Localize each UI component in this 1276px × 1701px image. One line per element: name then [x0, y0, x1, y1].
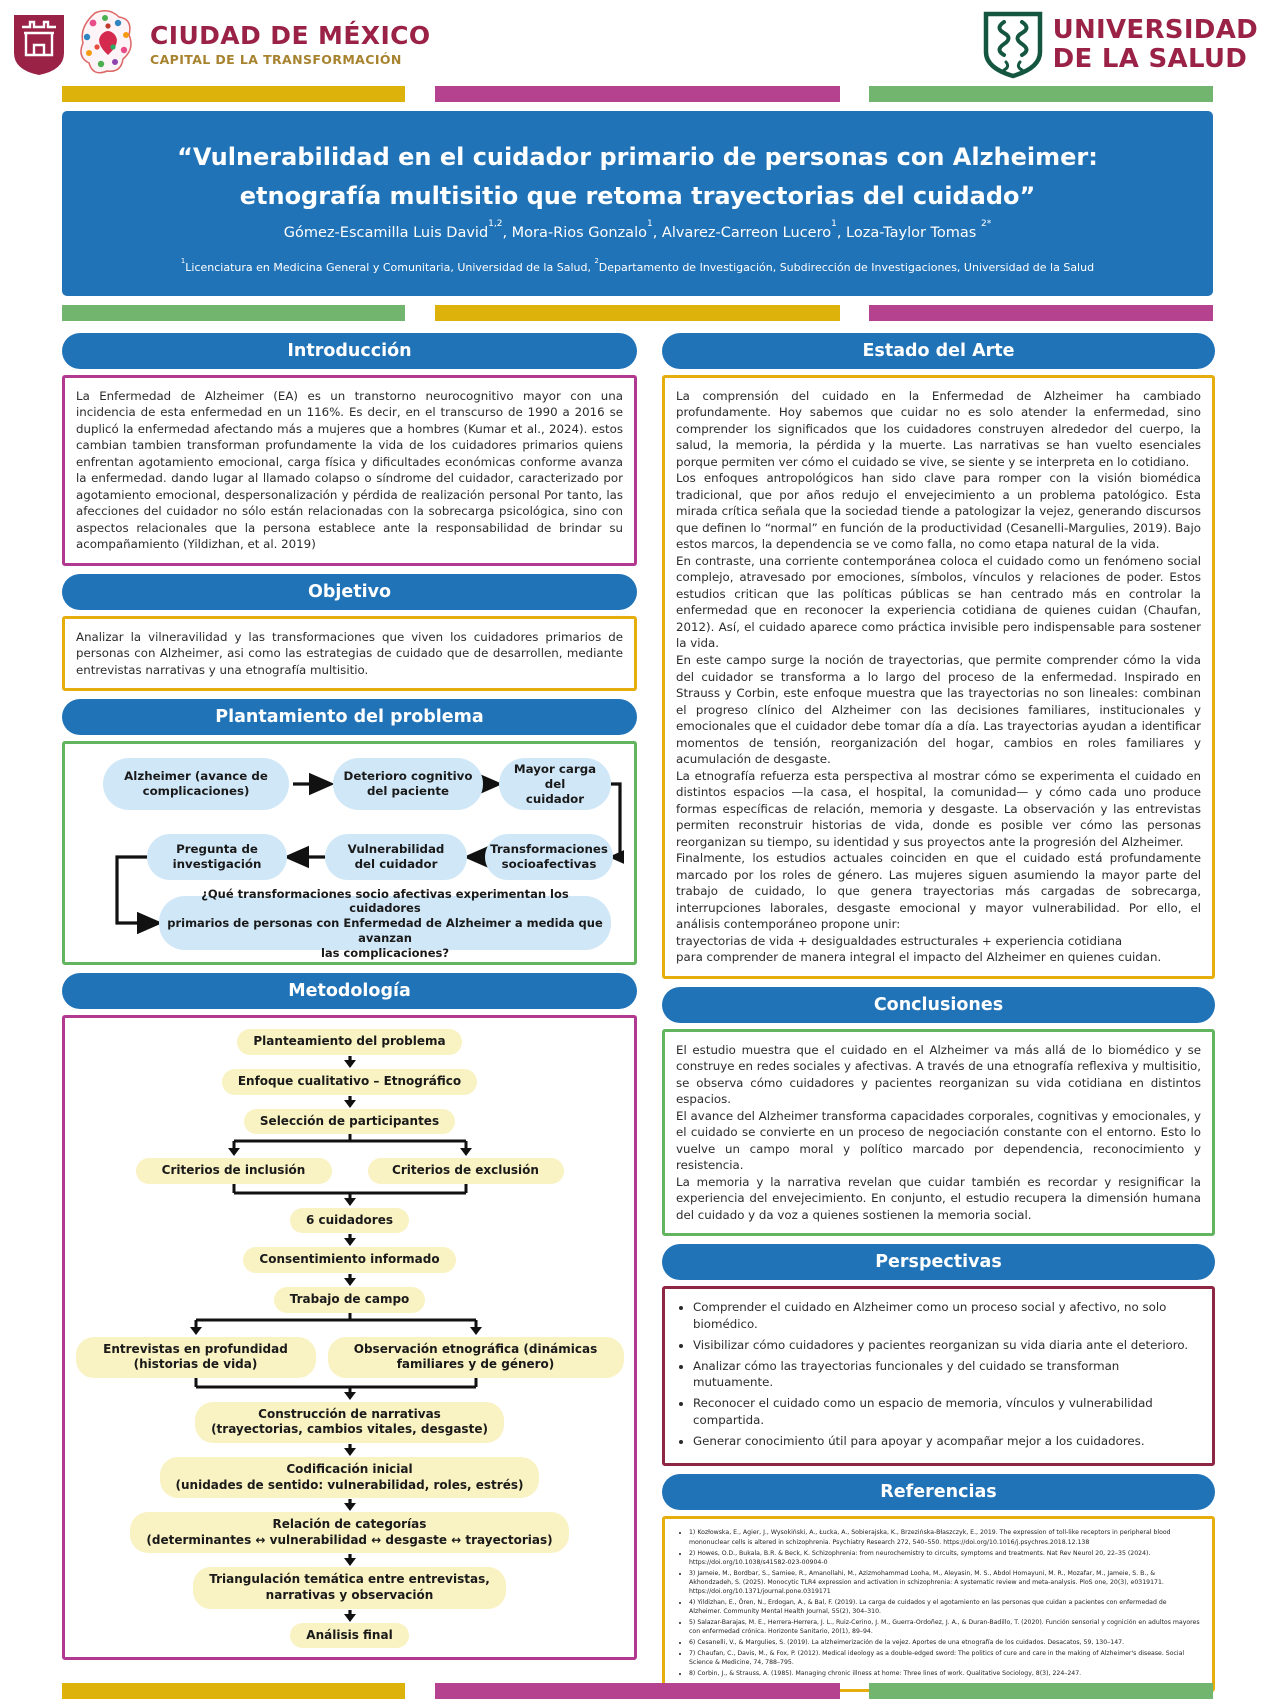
method-step: Consentimiento informado — [243, 1247, 455, 1273]
author-sup: 2* — [980, 219, 992, 230]
top-header — [0, 0, 1276, 86]
author-sup: 1 — [646, 219, 653, 230]
introduccion-box — [62, 375, 637, 566]
method-step: Planteamiento del problema — [237, 1029, 461, 1055]
method-step-exclusion: Criterios de exclusión — [368, 1158, 564, 1184]
unisalud-line2: DE LA SALUD — [1052, 44, 1248, 74]
method-step: Codificación inicial (unidades de sentido: vulnerabilidad, roles, estrés) — [160, 1457, 540, 1498]
merge-arrow — [76, 1378, 624, 1402]
referencias-box — [662, 1516, 1215, 1691]
section-conclusiones — [662, 987, 1215, 1237]
reference-item: • 8) Corbin, J., & Strauss, A. (1985). Managing chronic illness at home: Three lines of work. Qualitative Sociology, 8(3), 224–247. — [689, 1669, 1200, 1678]
flow-node-alzheimer: Alzheimer (avance de complicaciones) — [103, 758, 289, 810]
cdmx-brand — [12, 9, 431, 81]
author: , Loza-Taylor Tomas — [836, 224, 981, 241]
arrow-down-icon — [342, 1499, 358, 1511]
reference-item: • 2) Howes, O.D., Bukala, B.R. & Beck, K. Schizophrenia: from neurochemistry to circuits, symptoms and treatments. Nat Rev Neurol 20, 22–35 (2024). https://doi.org/10.1038/s41582-023-00904-0 — [689, 1549, 1200, 1568]
accent-bar-magenta — [869, 305, 1213, 321]
affiliation: Departamento de Investigación, Subdirección de Investigaciones, Universidad de la Salud — [598, 260, 1095, 274]
reference-item: • 7) Chaufan, C., Davis, M., & Fox, P. (2012). Medical ideology as a double-edged sword: The politics of cure and care in the making of Alzheimer's disease. Social Science & Medicine, 74, 788–795. — [689, 1649, 1200, 1668]
estado-paragraph: En este campo surge la noción de trayectorias, que permite comprender cómo la vida del cuidador se transforma a lo largo del proceso de la enfermedad. Inspirado en Strauss y Corbin, este enfoque muestra que las trayectorias no son lineales: combinan el progreso clínico del Alzheimer con las decisiones familiares, institucionales y emocionales que el cuidador debe tomar día a día. Las trayectorias ayudan a identificar momentos de tensión, reorganización del hogar, cambios en roles familiares y acumulación de desgaste. — [676, 653, 1201, 767]
arrow-down-icon — [342, 1554, 358, 1566]
arrow-down-icon — [342, 1274, 358, 1286]
planteamiento-box — [62, 741, 637, 965]
conclusiones-paragraph: El estudio muestra que el cuidado en el Alzheimer va más allá de lo biomédico y se construye en redes sociales y afectivas. A través de una etnografía reflexiva y multisitio, se observa cómo cuidadores y pacientes reorganizan su vida cotidiana en distintos espacios. — [676, 1042, 1202, 1107]
merge-arrow — [136, 1184, 564, 1208]
section-perspectivas — [662, 1244, 1215, 1466]
unisalud-brand — [982, 10, 1258, 80]
perspectiva-item: • Analizar cómo las trayectorias funcionales y del cuidado se transforman mutuamente. — [693, 1358, 1201, 1392]
affiliation-sup: 1 — [180, 256, 186, 265]
section-metodologia — [62, 973, 637, 1660]
estado-paragraph: Finalmente, los estudios actuales coinciden en que el cuidado está profundamente marcado por los roles de género. Las mujeres siguen asumiendo la mayor parte del trabajo de cuidado, lo que genera trayectorias más cargadas de sobrecarga, interrupciones laborales, desgaste emocional y mayor vulnerabilidad. Por ello, el análisis contemporáneo propone unir: — [676, 851, 1201, 932]
accent-bar-green — [869, 86, 1213, 102]
reference-item: • 5) Salazar-Barajas, M. E., Herrera-Herrera, J. L., Ruiz-Cerino, J. M., Guerra-Ordoñez, J. A., & Duran-Badillo, T. (2020). Función sensorial y cognición en adultos mayores con enfermedad crónica. Horizonte Sanitario, 20(1), 89–94. — [689, 1618, 1200, 1637]
accent-bar-magenta — [435, 1683, 840, 1699]
section-header-objetivo: Objetivo — [62, 574, 637, 610]
unisalud-wordmark — [1053, 16, 1258, 74]
right-column — [662, 333, 1215, 1700]
method-flowchart — [73, 1026, 626, 1649]
reference-item: • 1) Kozłowska, E., Agier, J., Wysokiński, A., Łucka, A., Sobierajska, K., Brzezińska-Błaszczyk, E., 2019. The expression of toll-like receptors in peripheral blood mononuclear cells is altered in schizophrenia. Psychiatry Research 272, 540–550. https://doi.org/10.1016/j.psychres.2018.12.138 — [689, 1528, 1200, 1547]
arrow-down-icon — [342, 1096, 358, 1108]
estado-paragraph: En contraste, una corriente contemporánea coloca el cuidado como un fenómeno social complejo, atravesado por emociones, símbolos, vínculos y relaciones de poder. Estos estudios critican que las políticas públicas se han centrado más en controlar la enfermedad que en reconocer la experiencia cotidiana de quienes cuidan (Chaufan, 2012). Así, el cuidado aparece como práctica invisible pero indispensable para sostener la vida. — [676, 553, 1201, 651]
method-step: Triangulación temática entre entrevistas, narrativas y observación — [193, 1567, 506, 1608]
flow-node-carga: Mayor carga del cuidador — [499, 758, 611, 810]
perspectiva-item: • Reconocer el cuidado como un espacio de memoria, vínculos y vulnerabilidad compartida. — [693, 1395, 1201, 1429]
arrow-down-icon — [342, 1234, 358, 1246]
flow-node-deterioro: Deterioro cognitivo del paciente — [333, 758, 483, 810]
section-planteamiento — [62, 699, 637, 965]
method-step-inclusion: Criterios de inclusión — [136, 1158, 332, 1184]
section-estado-del-arte — [662, 333, 1215, 979]
cdmx-subtitle: CAPITAL DE LA TRANSFORMACIÓN — [150, 52, 402, 67]
accent-bar-gold — [435, 305, 840, 321]
affiliation: Licenciatura en Medicina General y Comunitaria, Universidad de la Salud, — [185, 260, 595, 274]
section-header-perspectivas: Perspectivas — [662, 1244, 1215, 1280]
section-header-referencias: Referencias — [662, 1474, 1215, 1510]
introduccion-text: La Enfermedad de Alzheimer (EA) es un transtorno neurocognitivo mayor con una incidencia de esta enfermedad en un 116%. Es decir, en el transcurso de 1990 a 2016 se duplicó la enfermedad afectando más a mujeres que a hombres (Kumar et al., 2024). estos cambian tambien transforman profundamente la vida de los cuidadores primarios quiens enfrentan agotamiento emocional, carga física y dificultades económicas conforme avanza la enfermedad. dando lugar al llamado colapso o síndrome del cuidador, caracterizado por agotamiento emocional, despersonalización y pérdida de realización personal Por tanto, las afecciones del cuidador no sólo están relacionadas con la sobrecarga psicológica, sino con aspectos relacionales que la persona establece ante la responsabilidad de brindar su acompañamiento (Yildizhan, et al. 2019) — [76, 388, 623, 552]
author-sup: 1,2 — [488, 219, 503, 230]
cdmx-wordmark — [150, 23, 431, 67]
metodologia-box — [62, 1015, 637, 1660]
poster-title: “Vulnerabilidad en el cuidador primario de personas con Alzheimer: etnografía multisitio que retoma trayectorias del cuidado” — [177, 143, 1098, 210]
perspectivas-list — [676, 1299, 1201, 1449]
method-step: Selección de participantes — [244, 1109, 455, 1135]
objetivo-box — [62, 616, 637, 692]
author: Gómez-Escamilla Luis David — [283, 224, 489, 241]
section-objetivo — [62, 574, 637, 692]
method-step-entrevistas: Entrevistas en profundidad (historias de vida) — [76, 1337, 316, 1378]
fieldwork-row — [76, 1337, 624, 1378]
estado-closing-line: para comprender de manera integral el impacto del Alzheimer en quienes cuidan. — [676, 950, 1162, 965]
author: , Mora-Rios Gonzalo — [502, 224, 647, 241]
reference-item: • 3) Jameie, M., Bordbar, S., Samiee, R., Amanollahi, M., Azizmohammad Looha, M., Aleyasin, M. S., Abdol Homayuni, M. R., Mozafar, M., Jameie, S. B., & Akhondzadeh, S. (2025). Monocytic TLR4 expression and activation in schizophrenia: A systematic review and meta-analysis. PloS one, 20(3), e0319171. https://doi.org/10.1371/journal.pone.0319171 — [689, 1569, 1200, 1597]
cdmx-title: CIUDAD DE MÉXICO — [150, 21, 431, 50]
method-step: Enfoque cualitativo – Etnográfico — [222, 1069, 477, 1095]
perspectiva-item: • Generar conocimiento útil para apoyar y acompañar mejor a los cuidadores. — [693, 1433, 1201, 1450]
flow-node-vulnerabilidad: Vulnerabilidad del cuidador — [325, 834, 467, 880]
arrow-down-icon — [342, 1056, 358, 1068]
method-step: Construcción de narrativas (trayectorias, cambios vitales, desgaste) — [195, 1402, 504, 1443]
accent-bar-row-top — [62, 86, 1213, 102]
reference-item: • 6) Cesanelli, V., & Margulies, S. (2019). La alzheimerización de la vejez. Aportes de una etnografía de los cuidados. Desacatos, 59, 130–147. — [689, 1638, 1200, 1647]
flow-node-research-question: ¿Qué transformaciones socio afectivas experimentan los cuidadores primarios de personas con Enfermedad de Alzheimer a medida que avanzan las complicaciones? — [159, 896, 611, 950]
estado-formula-line: trayectorias de vida + desigualdades estructurales + experiencia cotidiana — [676, 933, 1123, 948]
accent-bar-magenta — [435, 86, 840, 102]
split-arrow — [76, 1313, 624, 1337]
problem-flowchart — [75, 756, 624, 960]
accent-bar-gold — [62, 86, 405, 102]
split-arrow — [136, 1134, 564, 1158]
perspectivas-box — [662, 1286, 1215, 1466]
left-column — [62, 333, 637, 1700]
flow-node-transformaciones: Transformaciones socioafectivas — [485, 834, 613, 880]
author: , Alvarez-Carreon Lucero — [652, 224, 832, 241]
accent-bar-row-bottom — [62, 1683, 1213, 1699]
section-header-conclusiones: Conclusiones — [662, 987, 1215, 1023]
section-header-estado: Estado del Arte — [662, 333, 1215, 369]
criteria-row — [136, 1158, 564, 1184]
section-header-introduccion: Introducción — [62, 333, 637, 369]
method-step: Relación de categorías (determinantes ↔ vulnerabilidad ↔ desgaste ↔ trayectorias) — [130, 1512, 568, 1553]
conclusiones-paragraph: El avance del Alzheimer transforma capacidades corporales, cognitivas y emocionales, y el cuidado se convierte en un proceso de negociación constante con el entorno. Esto lo vuelve un campo moral y político marcado por dependencia, reconocimiento y resistencia. — [676, 1108, 1201, 1173]
cdmx-shield-icon — [12, 13, 66, 77]
affiliation-sup: 2 — [594, 256, 599, 265]
method-step: Trabajo de campo — [274, 1287, 426, 1313]
arrow-down-icon — [342, 1444, 358, 1456]
conclusiones-box — [662, 1029, 1215, 1237]
accent-bar-gold — [62, 1683, 405, 1699]
method-step-final: Análisis final — [290, 1623, 408, 1649]
affiliations-line — [120, 256, 1155, 274]
arrow-down-icon — [342, 1610, 358, 1622]
estado-paragraph: La etnografía refuerza esta perspectiva al mostrar cómo se experimenta el cuidado en distintos espacios —la casa, el hospital, la comunidad— y cómo cada uno produce formas específicas de relación, memoria y desgaste. La observación y las entrevistas permiten reconstruir historias de vida, donde es posible ver cómo las personas reorganizan su tiempo, su identidad y sus proyectos ante la progresión del Alzheimer. — [676, 768, 1201, 849]
flow-node-pregunta: Pregunta de investigación — [147, 834, 287, 880]
method-step-observacion: Observación etnográfica (dinámicas familiares y de género) — [328, 1337, 624, 1378]
accent-bar-row-mid — [62, 305, 1213, 321]
authors-line — [120, 219, 1155, 241]
perspectiva-item: • Comprender el cuidado en Alzheimer como un proceso social y afectivo, no solo biomédico. — [693, 1299, 1201, 1333]
section-introduccion — [62, 333, 637, 566]
conclusiones-paragraph: La memoria y la narrativa revelan que cuidar también es recordar y resignificar la experiencia del envejecimiento. En conjunto, el estudio recupera la dimensión humana del cuidado y da voz a quienes sostienen la memoria social. — [676, 1174, 1201, 1222]
content-columns — [62, 333, 1215, 1700]
estado-paragraph: La comprensión del cuidado en la Enfermedad de Alzheimer ha cambiado profundamente. Hoy sabemos que cuidar no es solo atender la enfermedad, sino comprender los significados que los cuidadores construyen alrededor del cuerpo, la salud, la memoria, la pérdida y la muerte. Las narrativas se han vuelto esenciales porque permiten ver cómo el cuidado se vive, se siente y se interpreta en lo cotidiano. — [676, 388, 1201, 469]
section-header-planteamiento: Plantamiento del problema — [62, 699, 637, 735]
perspectiva-item: • Visibilizar cómo cuidadores y pacientes reorganizan su vida diaria ante el deterioro. — [693, 1337, 1201, 1354]
author-sup: 1 — [831, 219, 837, 230]
cdmx-map-icon — [75, 9, 141, 81]
accent-bar-green — [62, 305, 405, 321]
method-step: 6 cuidadores — [290, 1208, 409, 1234]
accent-bar-green — [869, 1683, 1213, 1699]
section-header-metodologia: Metodología — [62, 973, 637, 1009]
reference-item: • 4) Yildizhan, E., Ören, N., Erdogan, A., & Bal, F. (2019). La carga de cuidados y el agotamiento en las personas que cuidan a pacientes con enfermedad de Alzheimer. Community Mental Health Journal, 55(2), 304–310. — [689, 1598, 1200, 1617]
title-block — [62, 111, 1213, 296]
estado-box — [662, 375, 1215, 979]
section-referencias — [662, 1474, 1215, 1691]
unisalud-shield-icon — [982, 10, 1044, 80]
referencias-list — [677, 1528, 1200, 1678]
unisalud-line1: UNIVERSIDAD — [1052, 14, 1258, 45]
estado-paragraph: Los enfoques antropológicos han sido clave para romper con la visión biomédica tradicional, que por años redujo el envejecimiento a un problema patológico. Esta mirada crítica señala que la sociedad tiende a patologizar la vejez, generando discursos que definen lo “normal” en función de la productividad (Cesanelli-Margulies, 2019). Bajo estos marcos, la dependencia se ve como falla, no como etapa natural de la vida. — [676, 471, 1201, 552]
objetivo-text: Analizar la vilneravilidad y las transformaciones que viven los cuidadores primarios de personas con Alzheimer, asi como las estrategias de cuidado que de desarrollen, mediante entrevistas narrativas y una etnografía multisitio. — [76, 629, 623, 677]
